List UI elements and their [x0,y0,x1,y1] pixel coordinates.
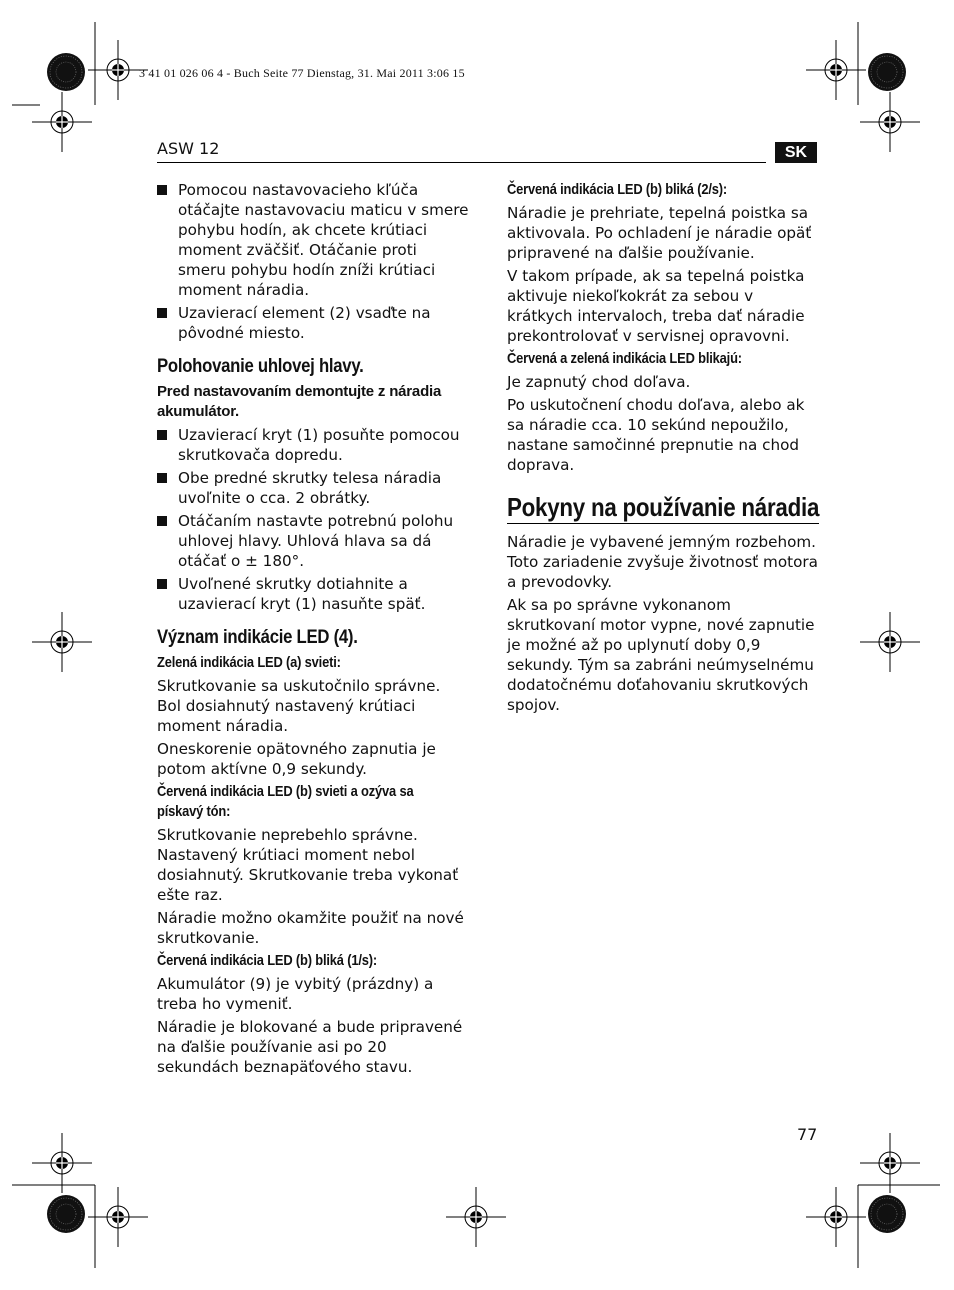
chapter-heading: Pokyny na používanie náradia [507,492,820,522]
paragraph: Ak sa po správne vykonanom skrutkovaní motor vypne, nové zapnutie je možné až po uplynutí doby 0,9 sekundy. Tým sa zabráni neúmyselnému dodatočnému doťahovaniu skrutkových spojov. [507,596,815,714]
subheading: Zelená indikácia LED (a) svieti: [157,654,341,671]
list-item: Otáčaním nastavte potrebnú polohu uhlovej hlavy. Uhlová hlava sa dá otáčať o ± 180°. [157,511,469,571]
subheading: Červená indikácia LED (b) bliká (2/s): [507,181,727,198]
subheading: Červená indikácia LED (b) bliká (1/s): [157,952,377,969]
list-item: Obe predné skrutky telesa náradia uvoľnite o cca. 2 obrátky. [157,468,469,508]
header-rule [157,162,766,163]
section-heading: Význam indikácie LED (4). [157,627,358,648]
section-heading: Polohovanie uhlovej hlavy. [157,356,364,377]
paragraph: Skrutkovanie neprebehlo správne. Nastavený krútiaci moment nebol dosiahnutý. Skrutkovanie treba vykonať ešte raz. [157,826,459,904]
paragraph: V takom prípade, ak sa tepelná poistka aktivuje niekoľkokrát za sebou v krátkych intervaloch, treba dať náradie prekontrolovať v servisnej opravovni. [507,267,805,345]
warning-note: Pred nastavovaním demontujte z náradia akumulátor. [157,383,442,420]
square-bullet-icon [157,185,167,195]
chapter-rule [507,523,819,524]
paragraph: Náradie je blokované a bude pripravené na ďalšie používanie asi po 20 sekundách beznapäťového stavu. [157,1018,463,1076]
print-info: 3 41 01 026 06 4 - Buch Seite 77 Dienstag, 31. Mai 2011 3:06 15 [139,66,465,80]
square-bullet-icon [157,308,167,318]
paragraph: Oneskorenie opätovného zapnutia je potom aktívne 0,9 sekundy. [157,740,436,778]
paragraph: Je zapnutý chod doľava. [507,373,691,391]
square-bullet-icon [157,516,167,526]
language-badge: SK [775,142,817,163]
paragraph: Skrutkovanie sa uskutočnilo správne. Bol dosiahnutý nastavený krútiaci moment náradia. [157,677,441,735]
paragraph: Akumulátor (9) je vybitý (prázdny) a treba ho vymeniť. [157,975,434,1013]
list-item: Uzavierací kryt (1) posuňte pomocou skrutkovača dopredu. [157,425,469,465]
paragraph: Náradie možno okamžite použiť na nové skrutkovanie. [157,909,464,947]
paragraph: Náradie je prehriate, tepelná poistka sa aktivovala. Po ochladení je náradie opäť pripravené na ďalšie používanie. [507,204,812,262]
list-item: Pomocou nastavovacieho kľúča otáčajte nastavovaciu maticu v smere pohybu hodín, ak chcete krútiaci moment zväčšiť. Otáčanie proti smeru pohybu hodín zníži krútiaci moment náradia. [157,180,469,300]
paragraph: Po uskutočnení chodu doľava, alebo ak sa náradie cca. 10 sekúnd nepoužilo, nastane samočinné prepnutie na chod doprava. [507,396,805,474]
page-number: 77 [797,1125,818,1144]
subheading: Červená a zelená indikácia LED blikajú: [507,350,742,367]
list-item: Uzavierací element (2) vsaďte na pôvodné miesto. [157,303,469,343]
right-column [507,180,819,718]
square-bullet-icon [157,473,167,483]
paragraph: Náradie je vybavené jemným rozbehom. Toto zariadenie zvyšuje životnosť motora a prevodovky. [507,533,818,591]
subheading: Červená indikácia LED (b) svieti a ozýva sa pískavý tón: [157,783,414,820]
square-bullet-icon [157,430,167,440]
left-column [157,180,469,1080]
page-header-title: ASW 12 [157,139,220,158]
square-bullet-icon [157,579,167,589]
list-item: Uvoľnené skrutky dotiahnite a uzavierací kryt (1) nasuňte späť. [157,574,469,614]
